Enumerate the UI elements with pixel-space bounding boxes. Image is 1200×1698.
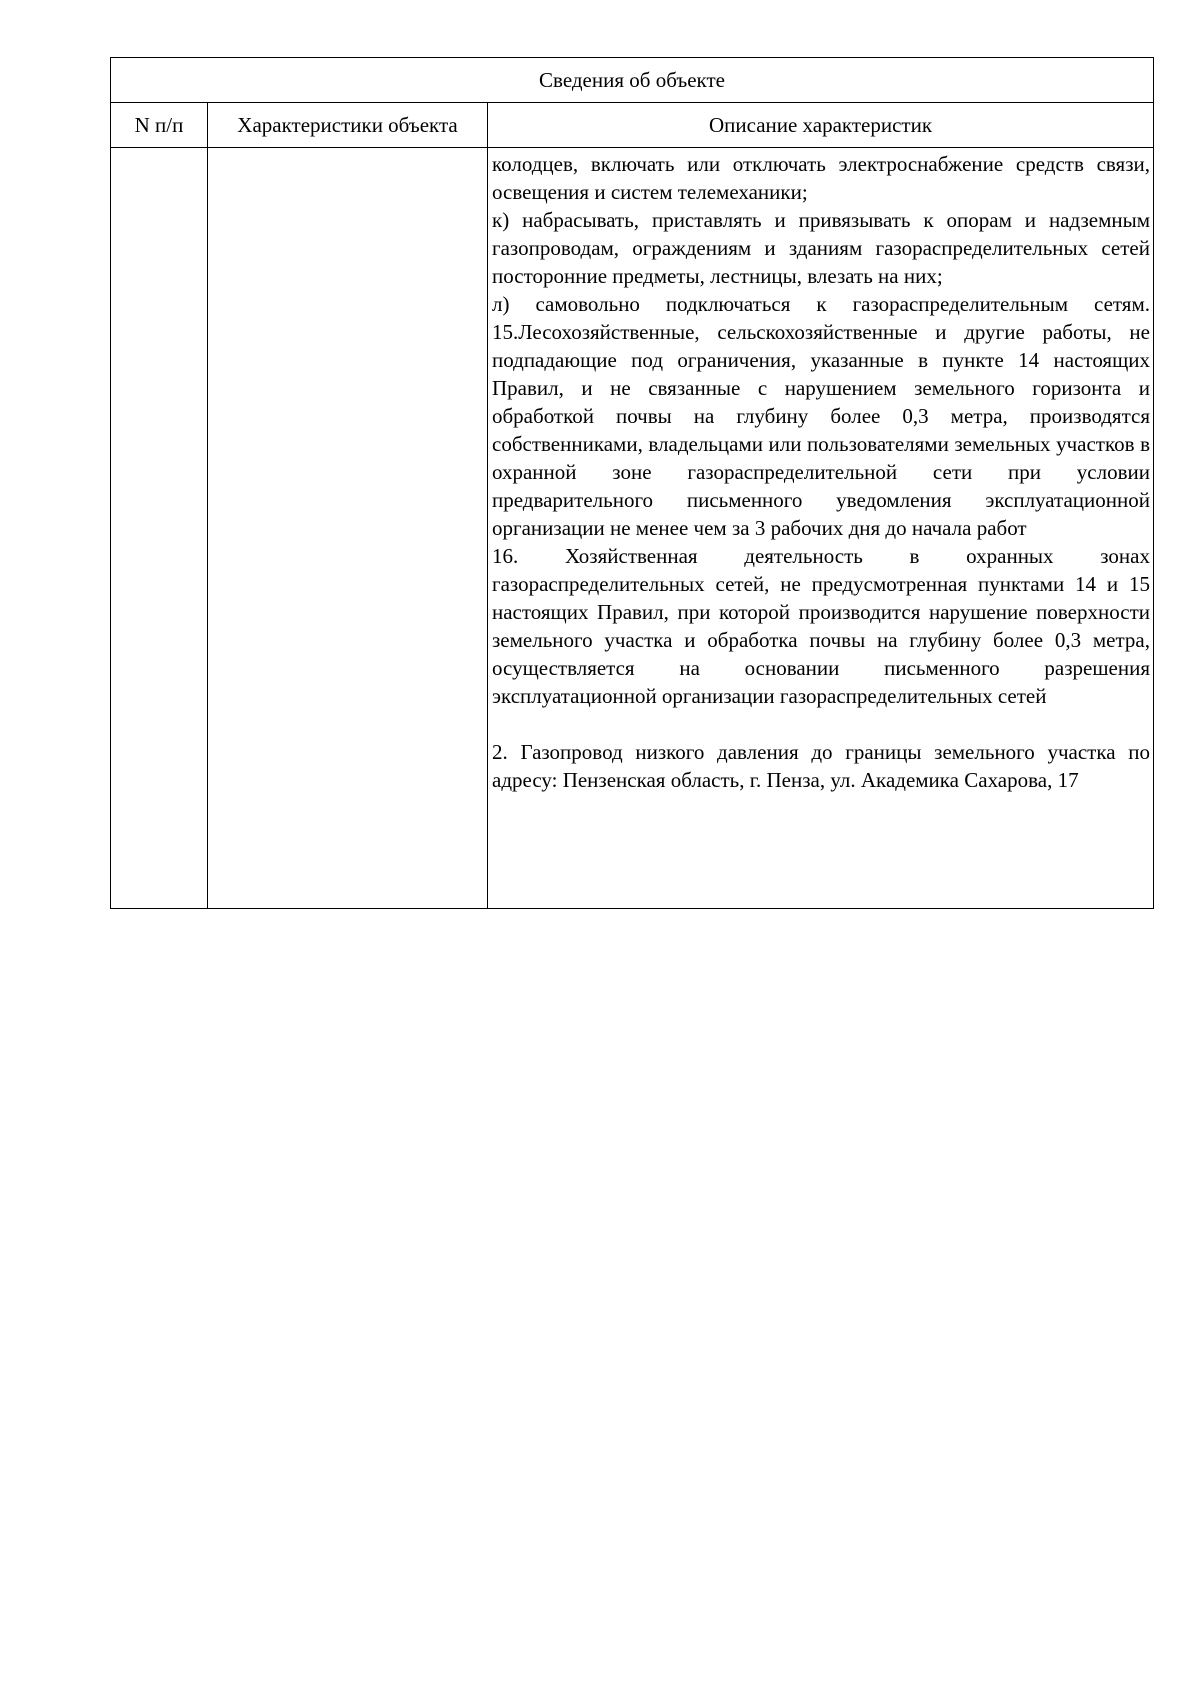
description-paragraph: 15.Лесохозяйственные, сельскохозяйственные и другие работы, не подпадающие под ограничения, указанные в пункте 14 настоящих Правил, и не связанные с нарушением земельного горизонта и обработкой почвы на глубину более 0,3 метра, производятся собственниками, владельцами или пользователями земельных участков в охранной зоне газораспределительной сети при условии предварительного письменного уведомления эксплуатационной организации не менее чем за 3 рабочих дня до начала работ	[492, 320, 1150, 540]
paragraph-spacer	[492, 710, 1150, 738]
table-row	[111, 148, 1154, 909]
table-title-row	[111, 58, 1154, 103]
description-paragraph: колодцев, включать или отключать электроснабжение средств связи, освещения и систем телемеханики;	[492, 152, 1150, 204]
description-paragraph: 16. Хозяйственная деятельность в охранных зонах газораспределительных сетей, не предусмотренная пунктами 14 и 15 настоящих Правил, при которой производится нарушение поверхности земельного участка и обработка почвы на глубину более 0,3 метра, осуществляется на основании письменного разрешения эксплуатационной организации газораспределительных сетей	[492, 544, 1150, 708]
table-header-row	[111, 103, 1154, 148]
header-characteristics: Характеристики объекта	[208, 103, 488, 148]
description-paragraph: к) набрасывать, приставлять и привязывать к опорам и надземным газопроводам, ограждениям и зданиям газораспределительных сетей посторонние предметы, лестницы, влезать на них;	[492, 208, 1150, 288]
description-text	[488, 148, 1153, 798]
object-info-table	[110, 57, 1154, 909]
row-description-cell	[488, 148, 1154, 909]
row-number-cell	[111, 148, 208, 909]
description-paragraph: л) самовольно подключаться к газораспределительным сетям.	[492, 292, 1150, 316]
header-description: Описание характеристик	[488, 103, 1154, 148]
row-characteristics-cell	[208, 148, 488, 909]
header-number: N п/п	[111, 103, 208, 148]
table-title: Сведения об объекте	[111, 58, 1154, 103]
description-paragraph: 2. Газопровод низкого давления до границы земельного участка по адресу: Пензенская область, г. Пенза, ул. Академика Сахарова, 17	[492, 740, 1150, 792]
